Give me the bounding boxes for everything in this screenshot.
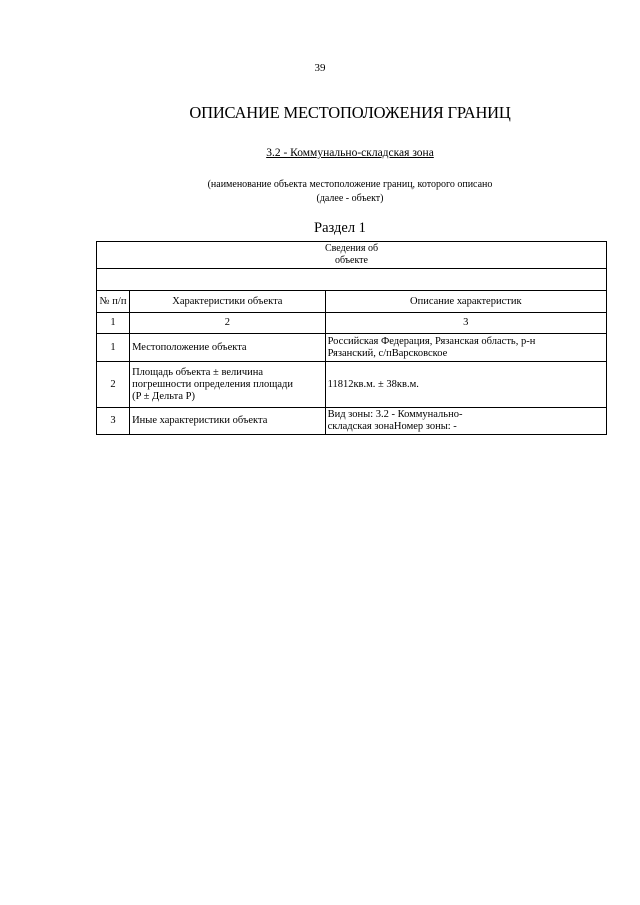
row-number: 2 bbox=[97, 362, 130, 408]
row-characteristic: Площадь объекта ± величина погрешности определения площади (P ± Дельта P) bbox=[130, 362, 326, 408]
row-characteristic: Иные характеристики объекта bbox=[130, 408, 326, 435]
object-info-table bbox=[96, 241, 607, 435]
column-number-3: 3 bbox=[325, 313, 606, 334]
row-characteristic: Местоположение объекта bbox=[130, 334, 326, 362]
table-header-line-1: Сведения об bbox=[324, 243, 379, 254]
object-name: 3.2 - Коммунально-складская зона bbox=[266, 147, 434, 159]
table-header-cell bbox=[97, 242, 607, 269]
column-number-1: 1 bbox=[97, 313, 130, 334]
table-row bbox=[97, 334, 607, 362]
row-description: Российская Федерация, Рязанская область, р-н Рязанский, с/пВарсковское bbox=[325, 334, 606, 362]
column-header-number: № п/п bbox=[97, 291, 130, 313]
table-header-row bbox=[97, 242, 607, 269]
object-caption-line-1: (наименование объекта местоположение границ, которого описано bbox=[207, 179, 493, 190]
document-title: ОПИСАНИЕ МЕСТОПОЛОЖЕНИЯ ГРАНИЦ bbox=[189, 103, 511, 122]
table-empty-cell bbox=[97, 269, 607, 291]
column-header-description: Описание характеристик bbox=[325, 291, 606, 313]
column-header-characteristic: Характеристики объекта bbox=[130, 291, 326, 313]
table-column-header-row bbox=[97, 291, 607, 313]
table-header-line-2: объекте bbox=[335, 255, 368, 266]
table-row bbox=[97, 362, 607, 408]
object-caption-line-2: (далее - объект) bbox=[316, 193, 384, 204]
column-number-2: 2 bbox=[130, 313, 326, 334]
table-column-number-row bbox=[97, 313, 607, 334]
row-number: 3 bbox=[97, 408, 130, 435]
row-number: 1 bbox=[97, 334, 130, 362]
page-number: 39 bbox=[314, 62, 326, 74]
object-caption bbox=[0, 178, 640, 206]
row-description: Вид зоны: 3.2 - Коммунально- складская зонаНомер зоны: - bbox=[325, 408, 606, 435]
section-title: Раздел 1 bbox=[314, 220, 366, 236]
table-row bbox=[97, 408, 607, 435]
table-empty-row bbox=[97, 269, 607, 291]
row-description: 11812кв.м. ± 38кв.м. bbox=[325, 362, 606, 408]
